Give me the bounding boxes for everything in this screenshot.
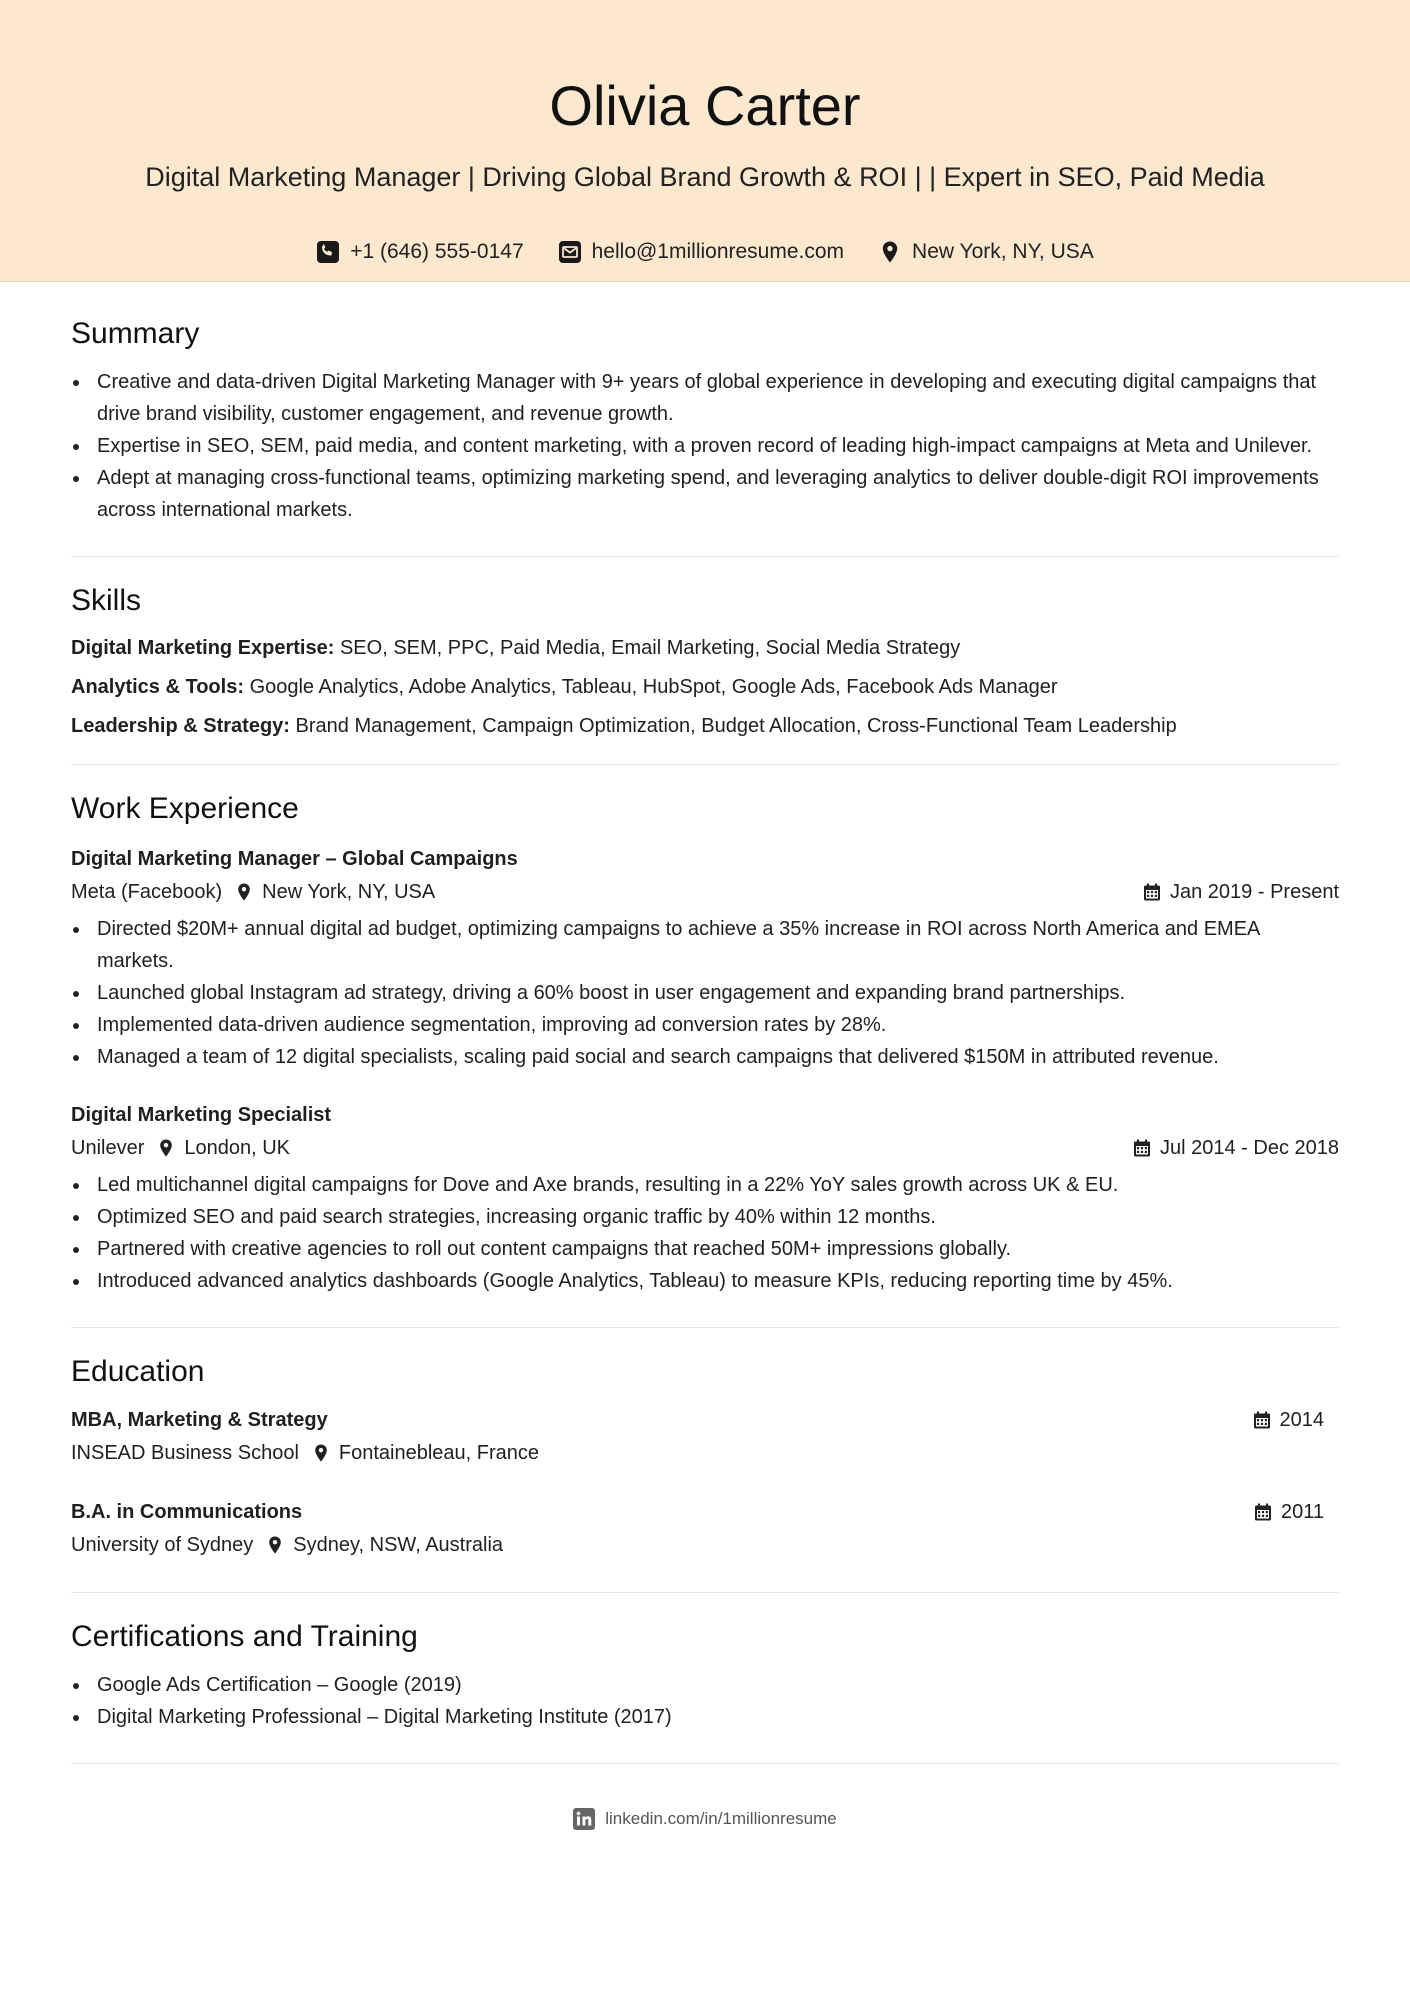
summary-heading: Summary (71, 317, 200, 350)
skill-value: SEO, SEM, PPC, Paid Media, Email Marketing, Social Media Strategy (339, 637, 961, 659)
resume-body (0, 282, 1410, 1830)
list-item: Adept at managing cross-functional teams, optimizing marketing spend, and leveraging analytics to deliver double-digit ROI improvements across international markets. (97, 462, 1339, 526)
location-pin-icon (265, 1535, 285, 1555)
job-bullets (71, 913, 1339, 1073)
linkedin-icon (573, 1808, 595, 1830)
education-entry (71, 1404, 1339, 1470)
contact-bar (0, 240, 1410, 264)
calendar-icon (1132, 1138, 1152, 1158)
graduation-year: 2014 (1279, 1408, 1324, 1431)
skill-value: Google Analytics, Adobe Analytics, Tableau, HubSpot, Google Ads, Facebook Ads Manager (249, 676, 1058, 698)
contact-phone (316, 240, 523, 264)
summary-list (71, 366, 1339, 526)
location-pin-icon (878, 240, 902, 264)
experience-section (71, 765, 1339, 1328)
resume-footer (71, 1808, 1339, 1830)
job-dates: Jul 2014 - Dec 2018 (1159, 1137, 1339, 1159)
skill-label: Digital Marketing Expertise: (71, 637, 335, 659)
skill-row (71, 629, 1339, 668)
summary-section (71, 282, 1339, 557)
calendar-icon (1142, 882, 1162, 902)
list-item: Digital Marketing Professional – Digital Marketing Institute (2017) (97, 1701, 1339, 1733)
job-location: New York, NY, USA (262, 881, 436, 903)
degree-title: B.A. in Communications (71, 1501, 303, 1523)
job-title: Digital Marketing Specialist (71, 1104, 332, 1126)
education-section (71, 1328, 1339, 1593)
education-heading: Education (71, 1355, 205, 1388)
job-location: London, UK (184, 1137, 290, 1159)
skills-heading: Skills (71, 584, 142, 617)
location-text: New York, NY, USA (912, 240, 1094, 263)
job-title: Digital Marketing Manager – Global Campaigns (71, 848, 518, 870)
education-entry (71, 1496, 1339, 1562)
candidate-tagline: Digital Marketing Manager | Driving Global Brand Growth & ROI | | Expert in SEO, Paid Media (145, 162, 1265, 192)
list-item: Optimized SEO and paid search strategies, increasing organic traffic by 40% within 12 months. (97, 1201, 1339, 1233)
job-entry (71, 1099, 1339, 1297)
list-item: Creative and data-driven Digital Marketing Manager with 9+ years of global experience in developing and executing digital campaigns that drive brand visibility, customer engagement, and revenue growth. (97, 366, 1339, 430)
email-text[interactable]: hello@1millionresume.com (591, 240, 845, 263)
list-item: Implemented data-driven audience segmentation, improving ad conversion rates by 28%. (97, 1009, 1339, 1041)
list-item: Led multichannel digital campaigns for Dove and Axe brands, resulting in a 22% YoY sales growth across UK & EU. (97, 1169, 1339, 1201)
certifications-list (71, 1669, 1339, 1733)
graduation-year: 2011 (1280, 1500, 1324, 1523)
phone-icon (316, 240, 340, 264)
resume-header (0, 0, 1410, 282)
skills-section (71, 557, 1339, 765)
degree-title: MBA, Marketing & Strategy (71, 1409, 328, 1431)
job-meta (71, 875, 1339, 909)
list-item: Partnered with creative agencies to roll out content campaigns that reached 50M+ impressions globally. (97, 1233, 1339, 1265)
skill-label: Analytics & Tools: (71, 676, 244, 698)
job-bullets (71, 1169, 1339, 1297)
calendar-icon (1253, 1502, 1273, 1522)
school-name: INSEAD Business School (71, 1442, 299, 1464)
company-name: Meta (Facebook) (71, 881, 223, 903)
experience-heading: Work Experience (71, 792, 299, 825)
skill-row (71, 707, 1339, 746)
certifications-section (71, 1593, 1339, 1764)
skill-value: Brand Management, Campaign Optimization, Budget Allocation, Cross-Functional Team Leadership (295, 715, 1177, 737)
candidate-name: Olivia Carter (549, 74, 861, 137)
education-meta (71, 1436, 1339, 1470)
school-name: University of Sydney (71, 1534, 254, 1556)
job-meta (71, 1131, 1339, 1165)
list-item: Google Ads Certification – Google (2019) (97, 1669, 1339, 1701)
location-pin-icon (156, 1138, 176, 1158)
phone-text: +1 (646) 555-0147 (350, 240, 524, 263)
location-pin-icon (234, 882, 254, 902)
education-meta (71, 1528, 1339, 1562)
calendar-icon (1252, 1410, 1272, 1430)
email-icon (558, 240, 582, 264)
skill-row (71, 668, 1339, 707)
list-item: Managed a team of 12 digital specialists, scaling paid social and search campaigns that delivered $150M in attributed revenue. (97, 1041, 1339, 1073)
list-item: Introduced advanced analytics dashboards (Google Analytics, Tableau) to measure KPIs, reducing reporting time by 45%. (97, 1265, 1339, 1297)
contact-email (558, 240, 844, 264)
linkedin-link[interactable]: linkedin.com/in/1millionresume (605, 1809, 837, 1828)
contact-location (878, 240, 1094, 264)
job-entry (71, 843, 1339, 1073)
company-name: Unilever (71, 1137, 145, 1159)
job-dates: Jan 2019 - Present (1170, 881, 1339, 903)
skill-label: Leadership & Strategy: (71, 715, 290, 737)
school-location: Sydney, NSW, Australia (293, 1534, 504, 1556)
location-pin-icon (311, 1443, 331, 1463)
list-item: Launched global Instagram ad strategy, driving a 60% boost in user engagement and expanding brand partnerships. (97, 977, 1339, 1009)
school-location: Fontainebleau, France (338, 1442, 540, 1464)
list-item: Expertise in SEO, SEM, paid media, and content marketing, with a proven record of leading high-impact campaigns at Meta and Unilever. (97, 430, 1339, 462)
list-item: Directed $20M+ annual digital ad budget, optimizing campaigns to achieve a 35% increase in ROI across North America and EMEA markets. (97, 913, 1339, 977)
certifications-heading: Certifications and Training (71, 1620, 418, 1653)
